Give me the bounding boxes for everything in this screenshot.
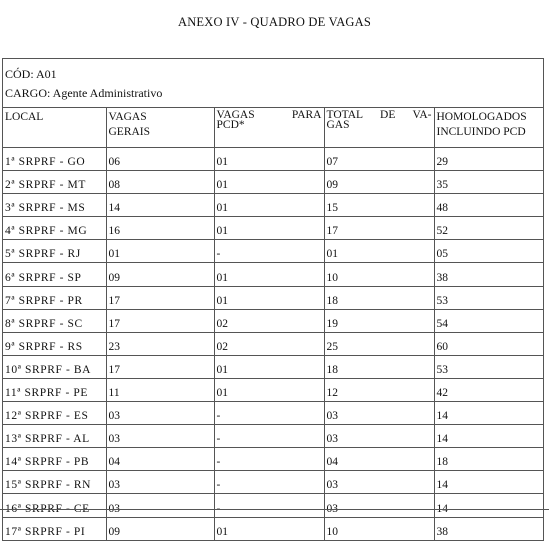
table-body [3, 148, 543, 541]
table-row [3, 494, 543, 517]
cell-vagas-gerais: 08 [106, 171, 214, 194]
cell-total: 18 [324, 355, 434, 378]
table-row [3, 263, 543, 286]
cell-vagas-pcd: 02 [214, 332, 324, 355]
cell-local: 12ª SRPRF - ES [3, 402, 106, 425]
cell-vagas-pcd: 01 [214, 217, 324, 240]
cell-vagas-gerais: 06 [106, 148, 214, 171]
cell-vagas-pcd: 01 [214, 148, 324, 171]
header-vagas-gerais-line2: GERAIS [108, 126, 151, 138]
table-row [3, 332, 543, 355]
cell-local: 7ª SRPRF - PR [3, 286, 106, 309]
cell-vagas-pcd: 02 [214, 309, 324, 332]
cell-total: 10 [324, 263, 434, 286]
cell-total: 18 [324, 286, 434, 309]
cell-vagas-gerais: 09 [106, 263, 214, 286]
cell-total: 09 [324, 171, 434, 194]
cell-total: 17 [324, 217, 434, 240]
position-info [3, 59, 543, 108]
cell-local: 15ª SRPRF - RN [3, 471, 106, 494]
cell-homologados: 53 [434, 355, 543, 378]
header-total-vagas [324, 108, 434, 148]
position-title: CARGO: Agente Administrativo [5, 86, 163, 100]
header-vagas-pcd-line1: VAGAS PARA [216, 109, 322, 121]
cell-local: 2ª SRPRF - MT [3, 171, 106, 194]
cell-total: 12 [324, 378, 434, 401]
cell-local: 13ª SRPRF - AL [3, 425, 106, 448]
cell-homologados: 53 [434, 286, 543, 309]
cell-vagas-gerais: 14 [106, 194, 214, 217]
cell-vagas-gerais: 17 [106, 309, 214, 332]
cell-homologados: 38 [434, 517, 543, 540]
table-row [3, 309, 543, 332]
table-row [3, 286, 543, 309]
table-header-row [3, 108, 543, 148]
header-homologados-line1: HOMOLOGADOS [436, 111, 527, 123]
cell-homologados: 52 [434, 217, 543, 240]
cell-homologados: 14 [434, 471, 543, 494]
cell-total: 07 [324, 148, 434, 171]
cell-homologados: 14 [434, 425, 543, 448]
cell-homologados: 35 [434, 171, 543, 194]
position-code: CÓD: A01 [5, 67, 57, 81]
cell-vagas-gerais: 03 [106, 471, 214, 494]
cell-total: 04 [324, 448, 434, 471]
table-row [3, 217, 543, 240]
table-row [3, 425, 543, 448]
table-row [3, 171, 543, 194]
table-row [3, 355, 543, 378]
cell-vagas-pcd: 01 [214, 194, 324, 217]
cell-homologados: 38 [434, 263, 543, 286]
cell-local: 6ª SRPRF - SP [3, 263, 106, 286]
vacancy-sheet [2, 58, 544, 541]
header-vagas-gerais [106, 108, 214, 148]
cell-total: 03 [324, 471, 434, 494]
table-row [3, 471, 543, 494]
cell-vagas-pcd: - [214, 240, 324, 263]
cell-vagas-pcd: 01 [214, 286, 324, 309]
cell-local: 10ª SRPRF - BA [3, 355, 106, 378]
cell-vagas-pcd: - [214, 494, 324, 517]
cell-homologados: 60 [434, 332, 543, 355]
cell-homologados: 18 [434, 448, 543, 471]
cell-vagas-pcd: 01 [214, 378, 324, 401]
cell-homologados: 29 [434, 148, 543, 171]
cell-vagas-gerais: 23 [106, 332, 214, 355]
table-row [3, 240, 543, 263]
cell-vagas-gerais: 09 [106, 517, 214, 540]
header-total-vagas-line2: GAS [326, 119, 350, 131]
cell-vagas-pcd: 01 [214, 355, 324, 378]
header-vagas-pcd-line2: PCD* [216, 119, 245, 131]
cell-local: 17ª SRPRF - PI [3, 517, 106, 540]
cell-vagas-pcd: 01 [214, 517, 324, 540]
cell-vagas-gerais: 16 [106, 217, 214, 240]
cell-vagas-gerais: 01 [106, 240, 214, 263]
cell-vagas-gerais: 03 [106, 402, 214, 425]
cell-vagas-pcd: 01 [214, 263, 324, 286]
cell-homologados: 54 [434, 309, 543, 332]
cell-vagas-gerais: 11 [106, 378, 214, 401]
cell-local: 16ª SRPRF - CE [3, 494, 106, 517]
cell-vagas-gerais: 04 [106, 448, 214, 471]
header-vagas-gerais-line1: VAGAS [108, 111, 147, 123]
header-total-vagas-line1: TOTAL DE VA- [326, 109, 432, 121]
cell-homologados: 14 [434, 402, 543, 425]
cell-total: 01 [324, 240, 434, 263]
cell-vagas-gerais: 03 [106, 494, 214, 517]
cell-total: 03 [324, 402, 434, 425]
cell-vagas-gerais: 17 [106, 286, 214, 309]
cell-total: 25 [324, 332, 434, 355]
header-vagas-pcd [214, 108, 324, 148]
cell-homologados: 48 [434, 194, 543, 217]
header-local [3, 108, 106, 148]
cell-homologados: 05 [434, 240, 543, 263]
cell-local: 3ª SRPRF - MS [3, 194, 106, 217]
header-local-label: LOCAL [5, 111, 44, 123]
cell-local: 4ª SRPRF - MG [3, 217, 106, 240]
cell-local: 14ª SRPRF - PB [3, 448, 106, 471]
cell-vagas-pcd: - [214, 471, 324, 494]
cell-local: 8ª SRPRF - SC [3, 309, 106, 332]
cell-local: 5ª SRPRF - RJ [3, 240, 106, 263]
table-row [3, 378, 543, 401]
table-row [3, 194, 543, 217]
document-title: ANEXO IV - QUADRO DE VAGAS [177, 15, 372, 29]
cell-local: 1ª SRPRF - GO [3, 148, 106, 171]
cell-total: 03 [324, 494, 434, 517]
cell-local: 11ª SRPRF - PE [3, 378, 106, 401]
header-homologados-line2: INCLUINDO PCD [436, 126, 526, 138]
cell-vagas-gerais: 03 [106, 425, 214, 448]
table-row [3, 448, 543, 471]
cell-vagas-gerais: 17 [106, 355, 214, 378]
cell-homologados: 42 [434, 378, 543, 401]
page-divider [0, 509, 549, 510]
cell-total: 03 [324, 425, 434, 448]
table-row [3, 402, 543, 425]
cell-total: 19 [324, 309, 434, 332]
cell-total: 15 [324, 194, 434, 217]
cell-homologados: 14 [434, 494, 543, 517]
cell-vagas-pcd: - [214, 402, 324, 425]
cell-vagas-pcd: 01 [214, 171, 324, 194]
cell-total: 10 [324, 517, 434, 540]
table-row [3, 517, 543, 540]
cell-local: 9ª SRPRF - RS [3, 332, 106, 355]
table-row [3, 148, 543, 171]
vacancy-table [3, 108, 543, 541]
cell-vagas-pcd: - [214, 425, 324, 448]
header-homologados [434, 108, 543, 148]
cell-vagas-pcd: - [214, 448, 324, 471]
